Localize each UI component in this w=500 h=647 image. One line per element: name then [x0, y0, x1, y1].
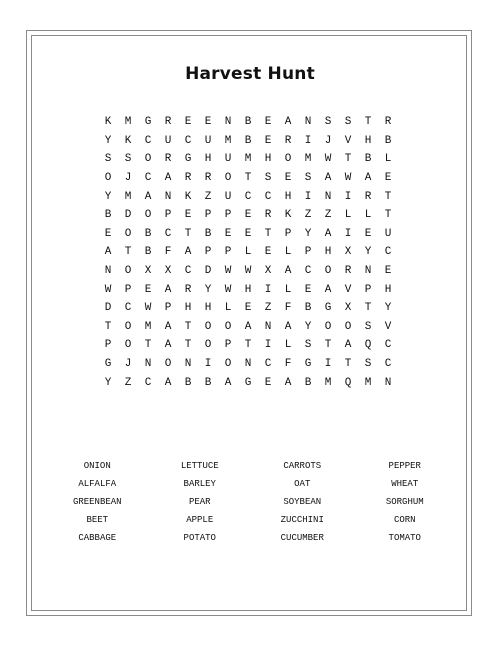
grid-row — [98, 150, 398, 169]
grid-letter: J — [124, 358, 132, 371]
grid-letter: S — [304, 172, 312, 185]
grid-letter: M — [364, 376, 372, 389]
grid-letter: S — [104, 153, 112, 166]
word-list-item: CABBAGE — [78, 533, 117, 543]
grid-letter: T — [344, 153, 352, 166]
grid-row — [98, 355, 398, 374]
grid-letter: L — [284, 339, 292, 352]
grid-letter: B — [204, 227, 212, 240]
word-list-item: TOMATO — [388, 533, 421, 543]
grid-letter: C — [124, 302, 132, 315]
word-list-item: LETTUCE — [180, 461, 219, 471]
grid-letter: I — [344, 227, 352, 240]
grid-letter: T — [264, 227, 272, 240]
grid-letter: E — [184, 209, 192, 222]
grid-letter: Z — [304, 209, 312, 222]
grid-letter: N — [184, 358, 192, 371]
grid-letter: N — [144, 358, 152, 371]
grid-letter: Z — [204, 190, 212, 203]
grid-row — [98, 187, 398, 206]
grid-row — [98, 373, 398, 392]
grid-letter: X — [264, 265, 272, 278]
word-list-item: SOYBEAN — [283, 497, 322, 507]
grid-letter: A — [164, 172, 172, 185]
word-list-item: BARLEY — [183, 479, 216, 489]
grid-letter: O — [324, 320, 332, 333]
grid-letter: C — [264, 190, 272, 203]
grid-letter: A — [184, 246, 192, 259]
grid-letter: M — [224, 134, 232, 147]
grid-letter: K — [124, 134, 132, 147]
grid-letter: A — [164, 339, 172, 352]
grid-letter: E — [364, 227, 372, 240]
grid-letter: T — [364, 302, 372, 315]
grid-letter: C — [384, 358, 392, 371]
grid-letter: N — [304, 116, 312, 129]
grid-letter: I — [204, 358, 212, 371]
grid-letter: L — [284, 246, 292, 259]
grid-letter: T — [184, 320, 192, 333]
grid-letter: B — [384, 134, 392, 147]
grid-letter: W — [224, 265, 232, 278]
grid-letter: A — [284, 376, 292, 389]
grid-letter: N — [364, 265, 372, 278]
word-list-item: CARROTS — [283, 461, 322, 471]
grid-letter: H — [204, 153, 212, 166]
grid-letter: N — [384, 376, 392, 389]
grid-letter: P — [224, 339, 232, 352]
grid-letter: E — [384, 265, 392, 278]
grid-letter: E — [264, 134, 272, 147]
grid-letter: S — [344, 116, 352, 129]
grid-letter: U — [204, 134, 212, 147]
grid-letter: T — [364, 116, 372, 129]
grid-letter: A — [324, 283, 332, 296]
grid-letter: A — [284, 116, 292, 129]
grid-letter: U — [224, 190, 232, 203]
grid-letter: Z — [264, 302, 272, 315]
grid-letter: P — [224, 246, 232, 259]
grid-letter: S — [264, 172, 272, 185]
word-list-item: SORGHUM — [385, 497, 424, 507]
grid-letter: O — [164, 358, 172, 371]
grid-letter: M — [124, 116, 132, 129]
grid-letter: S — [304, 339, 312, 352]
word-list-item: OAT — [294, 479, 311, 489]
puzzle-title: Harvest Hunt — [185, 64, 315, 84]
grid-letter: O — [224, 358, 232, 371]
grid-letter: C — [144, 134, 152, 147]
grid-letter: R — [204, 172, 212, 185]
grid-letter: S — [124, 153, 132, 166]
grid-letter: B — [184, 376, 192, 389]
grid-letter: H — [324, 246, 332, 259]
grid-letter: O — [104, 172, 112, 185]
grid-letter: J — [324, 134, 332, 147]
grid-letter: Q — [364, 339, 372, 352]
grid-letter: I — [304, 190, 312, 203]
grid-letter: V — [344, 283, 352, 296]
grid-letter: E — [224, 227, 232, 240]
grid-letter: A — [104, 246, 112, 259]
grid-letter: Y — [304, 227, 312, 240]
word-list-item: CORN — [393, 515, 416, 525]
grid-letter: P — [124, 283, 132, 296]
grid-letter: D — [124, 209, 132, 222]
grid-letter: E — [304, 283, 312, 296]
grid-letter: D — [204, 265, 212, 278]
grid-letter: O — [124, 227, 132, 240]
grid-letter: L — [224, 302, 232, 315]
grid-letter: E — [264, 376, 272, 389]
word-list-item: PEPPER — [388, 461, 421, 471]
grid-letter: H — [364, 134, 372, 147]
grid-letter: G — [144, 116, 152, 129]
grid-letter: U — [164, 134, 172, 147]
grid-letter: L — [384, 153, 392, 166]
grid-letter: C — [184, 134, 192, 147]
word-list-item: CUCUMBER — [280, 533, 324, 543]
grid-letter: M — [324, 376, 332, 389]
grid-letter: G — [104, 358, 112, 371]
grid-letter: G — [244, 376, 252, 389]
grid-letter: E — [244, 227, 252, 240]
grid-letter: H — [244, 283, 252, 296]
grid-letter: O — [144, 153, 152, 166]
grid-letter: E — [264, 116, 272, 129]
grid-letter: M — [304, 153, 312, 166]
grid-letter: H — [284, 190, 292, 203]
grid-row — [98, 206, 398, 225]
grid-letter: L — [344, 209, 352, 222]
grid-letter: L — [284, 283, 292, 296]
grid-letter: E — [144, 283, 152, 296]
grid-letter: X — [344, 246, 352, 259]
grid-letter: R — [364, 190, 372, 203]
grid-letter: O — [204, 339, 212, 352]
grid-letter: G — [304, 358, 312, 371]
grid-letter: C — [384, 339, 392, 352]
grid-letter: C — [304, 265, 312, 278]
grid-letter: E — [244, 302, 252, 315]
grid-letter: A — [364, 172, 372, 185]
grid-letter: E — [204, 116, 212, 129]
grid-letter: C — [144, 376, 152, 389]
grid-letter: N — [164, 190, 172, 203]
grid-letter: C — [144, 172, 152, 185]
grid-letter: P — [104, 339, 112, 352]
grid-letter: K — [184, 190, 192, 203]
grid-letter: H — [384, 283, 392, 296]
grid-letter: T — [144, 339, 152, 352]
grid-letter: F — [284, 302, 292, 315]
grid-letter: G — [324, 302, 332, 315]
grid-letter: H — [264, 153, 272, 166]
grid-letter: W — [324, 153, 332, 166]
grid-letter: A — [164, 283, 172, 296]
grid-letter: L — [244, 246, 252, 259]
grid-letter: C — [384, 246, 392, 259]
grid-letter: A — [144, 190, 152, 203]
grid-letter: Y — [304, 320, 312, 333]
grid-letter: W — [244, 265, 252, 278]
grid-letter: J — [124, 172, 132, 185]
grid-letter: N — [264, 320, 272, 333]
grid-letter: P — [164, 302, 172, 315]
grid-row — [98, 262, 398, 281]
grid-row — [98, 243, 398, 262]
grid-letter: T — [184, 339, 192, 352]
grid-row — [98, 336, 398, 355]
grid-letter: T — [244, 172, 252, 185]
grid-letter: E — [284, 172, 292, 185]
grid-letter: R — [164, 116, 172, 129]
grid-letter: R — [164, 153, 172, 166]
grid-letter: Z — [124, 376, 132, 389]
grid-letter: W — [104, 283, 112, 296]
grid-row — [98, 113, 398, 132]
grid-letter: A — [164, 376, 172, 389]
grid-letter: C — [264, 358, 272, 371]
grid-letter: N — [104, 265, 112, 278]
grid-letter: A — [284, 265, 292, 278]
grid-letter: E — [104, 227, 112, 240]
grid-letter: Y — [204, 283, 212, 296]
grid-letter: B — [104, 209, 112, 222]
grid-letter: B — [244, 116, 252, 129]
grid-letter: B — [204, 376, 212, 389]
grid-letter: S — [324, 116, 332, 129]
grid-letter: B — [364, 153, 372, 166]
word-list-item: WHEAT — [391, 479, 419, 489]
grid-letter: R — [284, 134, 292, 147]
letter-grid — [98, 113, 398, 392]
grid-letter: E — [184, 116, 192, 129]
grid-letter: P — [284, 227, 292, 240]
grid-letter: P — [364, 283, 372, 296]
grid-letter: R — [384, 116, 392, 129]
grid-letter: T — [124, 246, 132, 259]
word-list — [46, 460, 456, 544]
grid-letter: P — [204, 246, 212, 259]
grid-letter: A — [284, 320, 292, 333]
word-list-item: ZUCCHINI — [280, 515, 324, 525]
grid-letter: L — [364, 209, 372, 222]
word-list-item: PEAR — [188, 497, 211, 507]
grid-letter: E — [384, 172, 392, 185]
grid-letter: M — [124, 190, 132, 203]
grid-letter: C — [244, 190, 252, 203]
grid-letter: B — [304, 302, 312, 315]
grid-letter: N — [244, 358, 252, 371]
grid-letter: I — [324, 358, 332, 371]
grid-letter: B — [144, 246, 152, 259]
grid-letter: K — [284, 209, 292, 222]
grid-letter: R — [344, 265, 352, 278]
grid-letter: O — [344, 320, 352, 333]
grid-letter: U — [384, 227, 392, 240]
grid-letter: A — [344, 339, 352, 352]
grid-letter: Y — [104, 134, 112, 147]
grid-row — [98, 318, 398, 337]
grid-letter: B — [244, 134, 252, 147]
grid-letter: S — [364, 320, 372, 333]
grid-letter: E — [264, 246, 272, 259]
grid-letter: M — [244, 153, 252, 166]
grid-letter: G — [184, 153, 192, 166]
grid-letter: I — [344, 190, 352, 203]
grid-letter: A — [324, 227, 332, 240]
grid-row — [98, 132, 398, 151]
grid-letter: F — [284, 358, 292, 371]
grid-letter: T — [324, 339, 332, 352]
grid-letter: P — [304, 246, 312, 259]
grid-row — [98, 225, 398, 244]
grid-letter: A — [244, 320, 252, 333]
grid-letter: A — [164, 320, 172, 333]
grid-letter: Y — [104, 376, 112, 389]
grid-letter: R — [264, 209, 272, 222]
grid-letter: X — [164, 265, 172, 278]
grid-letter: I — [304, 134, 312, 147]
grid-letter: B — [144, 227, 152, 240]
grid-letter: P — [164, 209, 172, 222]
grid-letter: H — [204, 302, 212, 315]
grid-letter: B — [304, 376, 312, 389]
grid-letter: Z — [324, 209, 332, 222]
grid-letter: I — [264, 283, 272, 296]
grid-letter: X — [344, 302, 352, 315]
grid-letter: R — [184, 172, 192, 185]
word-list-item: BEET — [86, 515, 109, 525]
grid-letter: Y — [364, 246, 372, 259]
word-list-item: GREENBEAN — [72, 497, 122, 507]
grid-letter: W — [344, 172, 352, 185]
grid-letter: C — [184, 265, 192, 278]
grid-letter: N — [324, 190, 332, 203]
grid-letter: O — [324, 265, 332, 278]
grid-letter: N — [224, 116, 232, 129]
grid-letter: T — [184, 227, 192, 240]
grid-letter: W — [144, 302, 152, 315]
grid-letter: O — [124, 265, 132, 278]
grid-letter: S — [364, 358, 372, 371]
grid-letter: O — [144, 209, 152, 222]
grid-letter: E — [244, 209, 252, 222]
grid-letter: T — [344, 358, 352, 371]
grid-letter: V — [344, 134, 352, 147]
grid-letter: U — [224, 153, 232, 166]
grid-letter: A — [324, 172, 332, 185]
grid-letter: Q — [344, 376, 352, 389]
grid-letter: V — [384, 320, 392, 333]
grid-letter: D — [104, 302, 112, 315]
grid-letter: O — [284, 153, 292, 166]
grid-letter: T — [384, 190, 392, 203]
grid-letter: M — [144, 320, 152, 333]
grid-letter: P — [224, 209, 232, 222]
grid-letter: T — [104, 320, 112, 333]
grid-letter: Y — [104, 190, 112, 203]
grid-letter: O — [204, 320, 212, 333]
grid-letter: C — [164, 227, 172, 240]
grid-letter: F — [164, 246, 172, 259]
grid-letter: X — [144, 265, 152, 278]
grid-letter: O — [224, 172, 232, 185]
grid-letter: R — [184, 283, 192, 296]
grid-letter: P — [204, 209, 212, 222]
word-list-item: ALFALFA — [78, 479, 117, 489]
grid-row — [98, 299, 398, 318]
grid-letter: A — [224, 376, 232, 389]
word-list-item: POTATO — [183, 533, 216, 543]
grid-letter: I — [264, 339, 272, 352]
grid-row — [98, 169, 398, 188]
grid-letter: T — [384, 209, 392, 222]
grid-letter: O — [124, 320, 132, 333]
grid-letter: K — [104, 116, 112, 129]
grid-letter: T — [244, 339, 252, 352]
grid-letter: O — [124, 339, 132, 352]
grid-letter: W — [224, 283, 232, 296]
grid-letter: H — [184, 302, 192, 315]
grid-letter: Y — [384, 302, 392, 315]
word-list-item: APPLE — [186, 515, 214, 525]
grid-row — [98, 280, 398, 299]
grid-letter: O — [224, 320, 232, 333]
word-list-item: ONION — [83, 461, 111, 471]
